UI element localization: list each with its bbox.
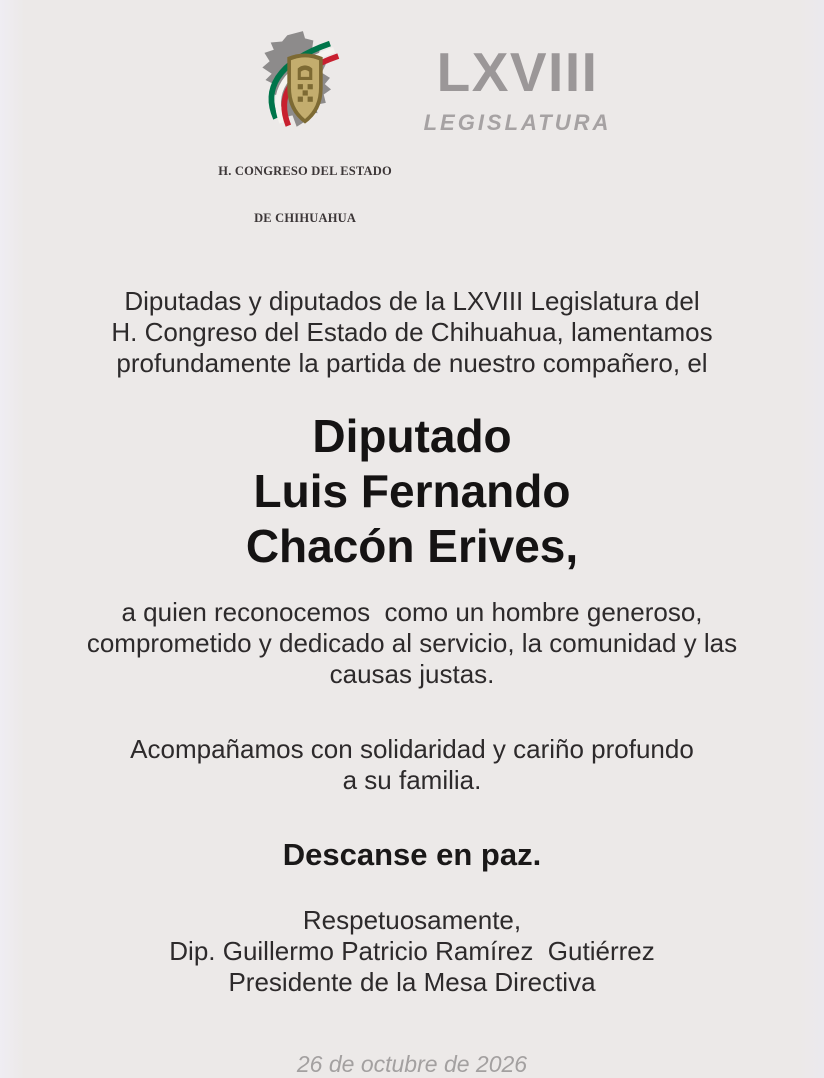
announcement-body xyxy=(0,286,824,1078)
legislature-number: LXVIII xyxy=(436,41,599,103)
logo-caption xyxy=(213,133,398,258)
signature-block xyxy=(0,905,824,998)
signature-name: Dip. Guillermo Patricio Ramírez Gutiérrez xyxy=(169,936,655,966)
deceased-name-heading xyxy=(0,409,824,574)
chihuahua-state-seal-icon xyxy=(253,31,357,131)
legislature-label: LEGISLATURA xyxy=(423,110,612,135)
farewell-text: Descanse en paz. xyxy=(282,837,542,872)
header xyxy=(0,0,824,258)
signature-salutation: Respetuosamente, xyxy=(302,905,522,935)
condolence-line-2: a su familia. xyxy=(342,765,482,795)
congress-logo xyxy=(213,31,398,258)
intro-line-2: H. Congreso del Estado de Chihuahua, lamentamos xyxy=(111,317,713,347)
intro-line-1: Diputadas y diputados de la LXVIII Legislatura del xyxy=(124,286,700,316)
tribute-line-3: causas justas. xyxy=(329,659,495,689)
tribute-line-2: comprometido y dedicado al servicio, la comunidad y las xyxy=(86,628,738,658)
tribute-line-1: a quien reconocemos como un hombre generoso, xyxy=(121,597,703,627)
condolence-paragraph xyxy=(0,734,824,796)
tribute-paragraph xyxy=(0,597,824,690)
deceased-first-name: Luis Fernando xyxy=(253,465,571,517)
logo-caption-line-1: H. CONGRESO DEL ESTADO xyxy=(218,164,392,179)
announcement-date: 26 de octubre de 2026 xyxy=(296,1051,528,1077)
signature-title: Presidente de la Mesa Directiva xyxy=(228,967,596,997)
intro-paragraph xyxy=(0,286,824,379)
logo-caption-line-2: DE CHIHUAHUA xyxy=(254,211,357,226)
condolence-line-1: Acompañamos con solidaridad y cariño profundo xyxy=(130,734,694,764)
deceased-title: Diputado xyxy=(312,410,512,462)
legislature-block xyxy=(424,31,612,136)
deceased-last-name: Chacón Erives, xyxy=(245,520,579,572)
intro-line-3: profundamente la partida de nuestro compañero, el xyxy=(116,348,708,378)
